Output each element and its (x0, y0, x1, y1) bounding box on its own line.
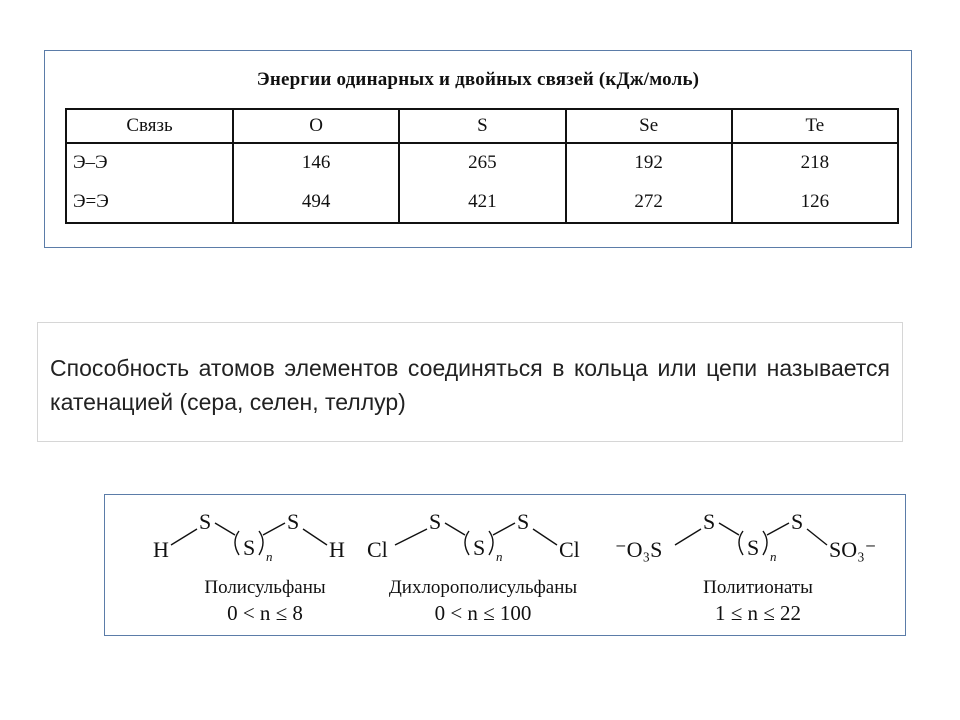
left-group: ⁻O₃S (615, 537, 663, 562)
dichloropolysulfane-range: 0 < n ≤ 100 (434, 601, 532, 625)
polythionate-name: Политионаты (703, 577, 813, 598)
table-cell: 126 (732, 183, 898, 223)
sulfur-atom-right: S (791, 509, 804, 534)
right-group: Cl (559, 537, 580, 562)
sulfur-repeat-unit: S (747, 535, 760, 560)
bond-energy-table (65, 108, 899, 224)
right-group: H (329, 537, 345, 562)
header-selenium: Se (566, 109, 732, 143)
header-tellurium: Te (732, 109, 898, 143)
left-group: H (153, 537, 169, 562)
chain-formulas-panel (104, 494, 906, 636)
table-cell: 192 (566, 143, 732, 183)
dichloropolysulfane-formula (353, 495, 613, 635)
table-cell: 421 (399, 183, 565, 223)
sulfur-atom-left: S (703, 509, 716, 534)
polysulfane-name: Полисульфаны (204, 577, 326, 598)
right-group: SO₃⁻ (829, 537, 877, 562)
dichloropolysulfane-name: Дихлорополисульфаны (388, 577, 578, 598)
sulfur-atom-right: S (517, 509, 530, 534)
polysulfane-range: 0 < n ≤ 8 (227, 601, 303, 625)
repeat-index: n (496, 549, 503, 564)
table-cell: 265 (399, 143, 565, 183)
table-row (66, 183, 898, 223)
header-sulfur: S (399, 109, 565, 143)
repeat-index: n (266, 549, 273, 564)
polythionate-structure (615, 495, 901, 577)
polythionate-range: 1 ≤ n ≤ 22 (714, 601, 802, 625)
header-oxygen: O (233, 109, 399, 143)
bond-energy-panel (44, 50, 912, 248)
left-group: Cl (367, 537, 388, 562)
table-title: Энергии одинарных и двойных связей (кДж/моль) (256, 69, 700, 90)
catenation-text-box (37, 322, 903, 442)
table-cell: 272 (566, 183, 732, 223)
table-row (66, 143, 898, 183)
table-cell: 146 (233, 143, 399, 183)
repeat-index: n (770, 549, 777, 564)
sulfur-repeat-unit: S (243, 535, 256, 560)
catenation-definition: Способность атомов элементов соединяться в кольца или цепи называется катенацией (сера, селен, теллур) (50, 355, 890, 415)
polythionate-formula (615, 495, 901, 635)
header-bond: Связь (66, 109, 233, 143)
sulfur-atom-right: S (287, 509, 300, 534)
table-header-row (66, 109, 898, 143)
sulfur-repeat-unit: S (473, 535, 486, 560)
sulfur-atom-left: S (429, 509, 442, 534)
bond-type-double: Э=Э (66, 183, 233, 223)
dichloropolysulfane-structure (353, 495, 613, 577)
bond-type-single: Э–Э (66, 143, 233, 183)
table-cell: 218 (732, 143, 898, 183)
table-cell: 494 (233, 183, 399, 223)
sulfur-atom-left: S (199, 509, 212, 534)
